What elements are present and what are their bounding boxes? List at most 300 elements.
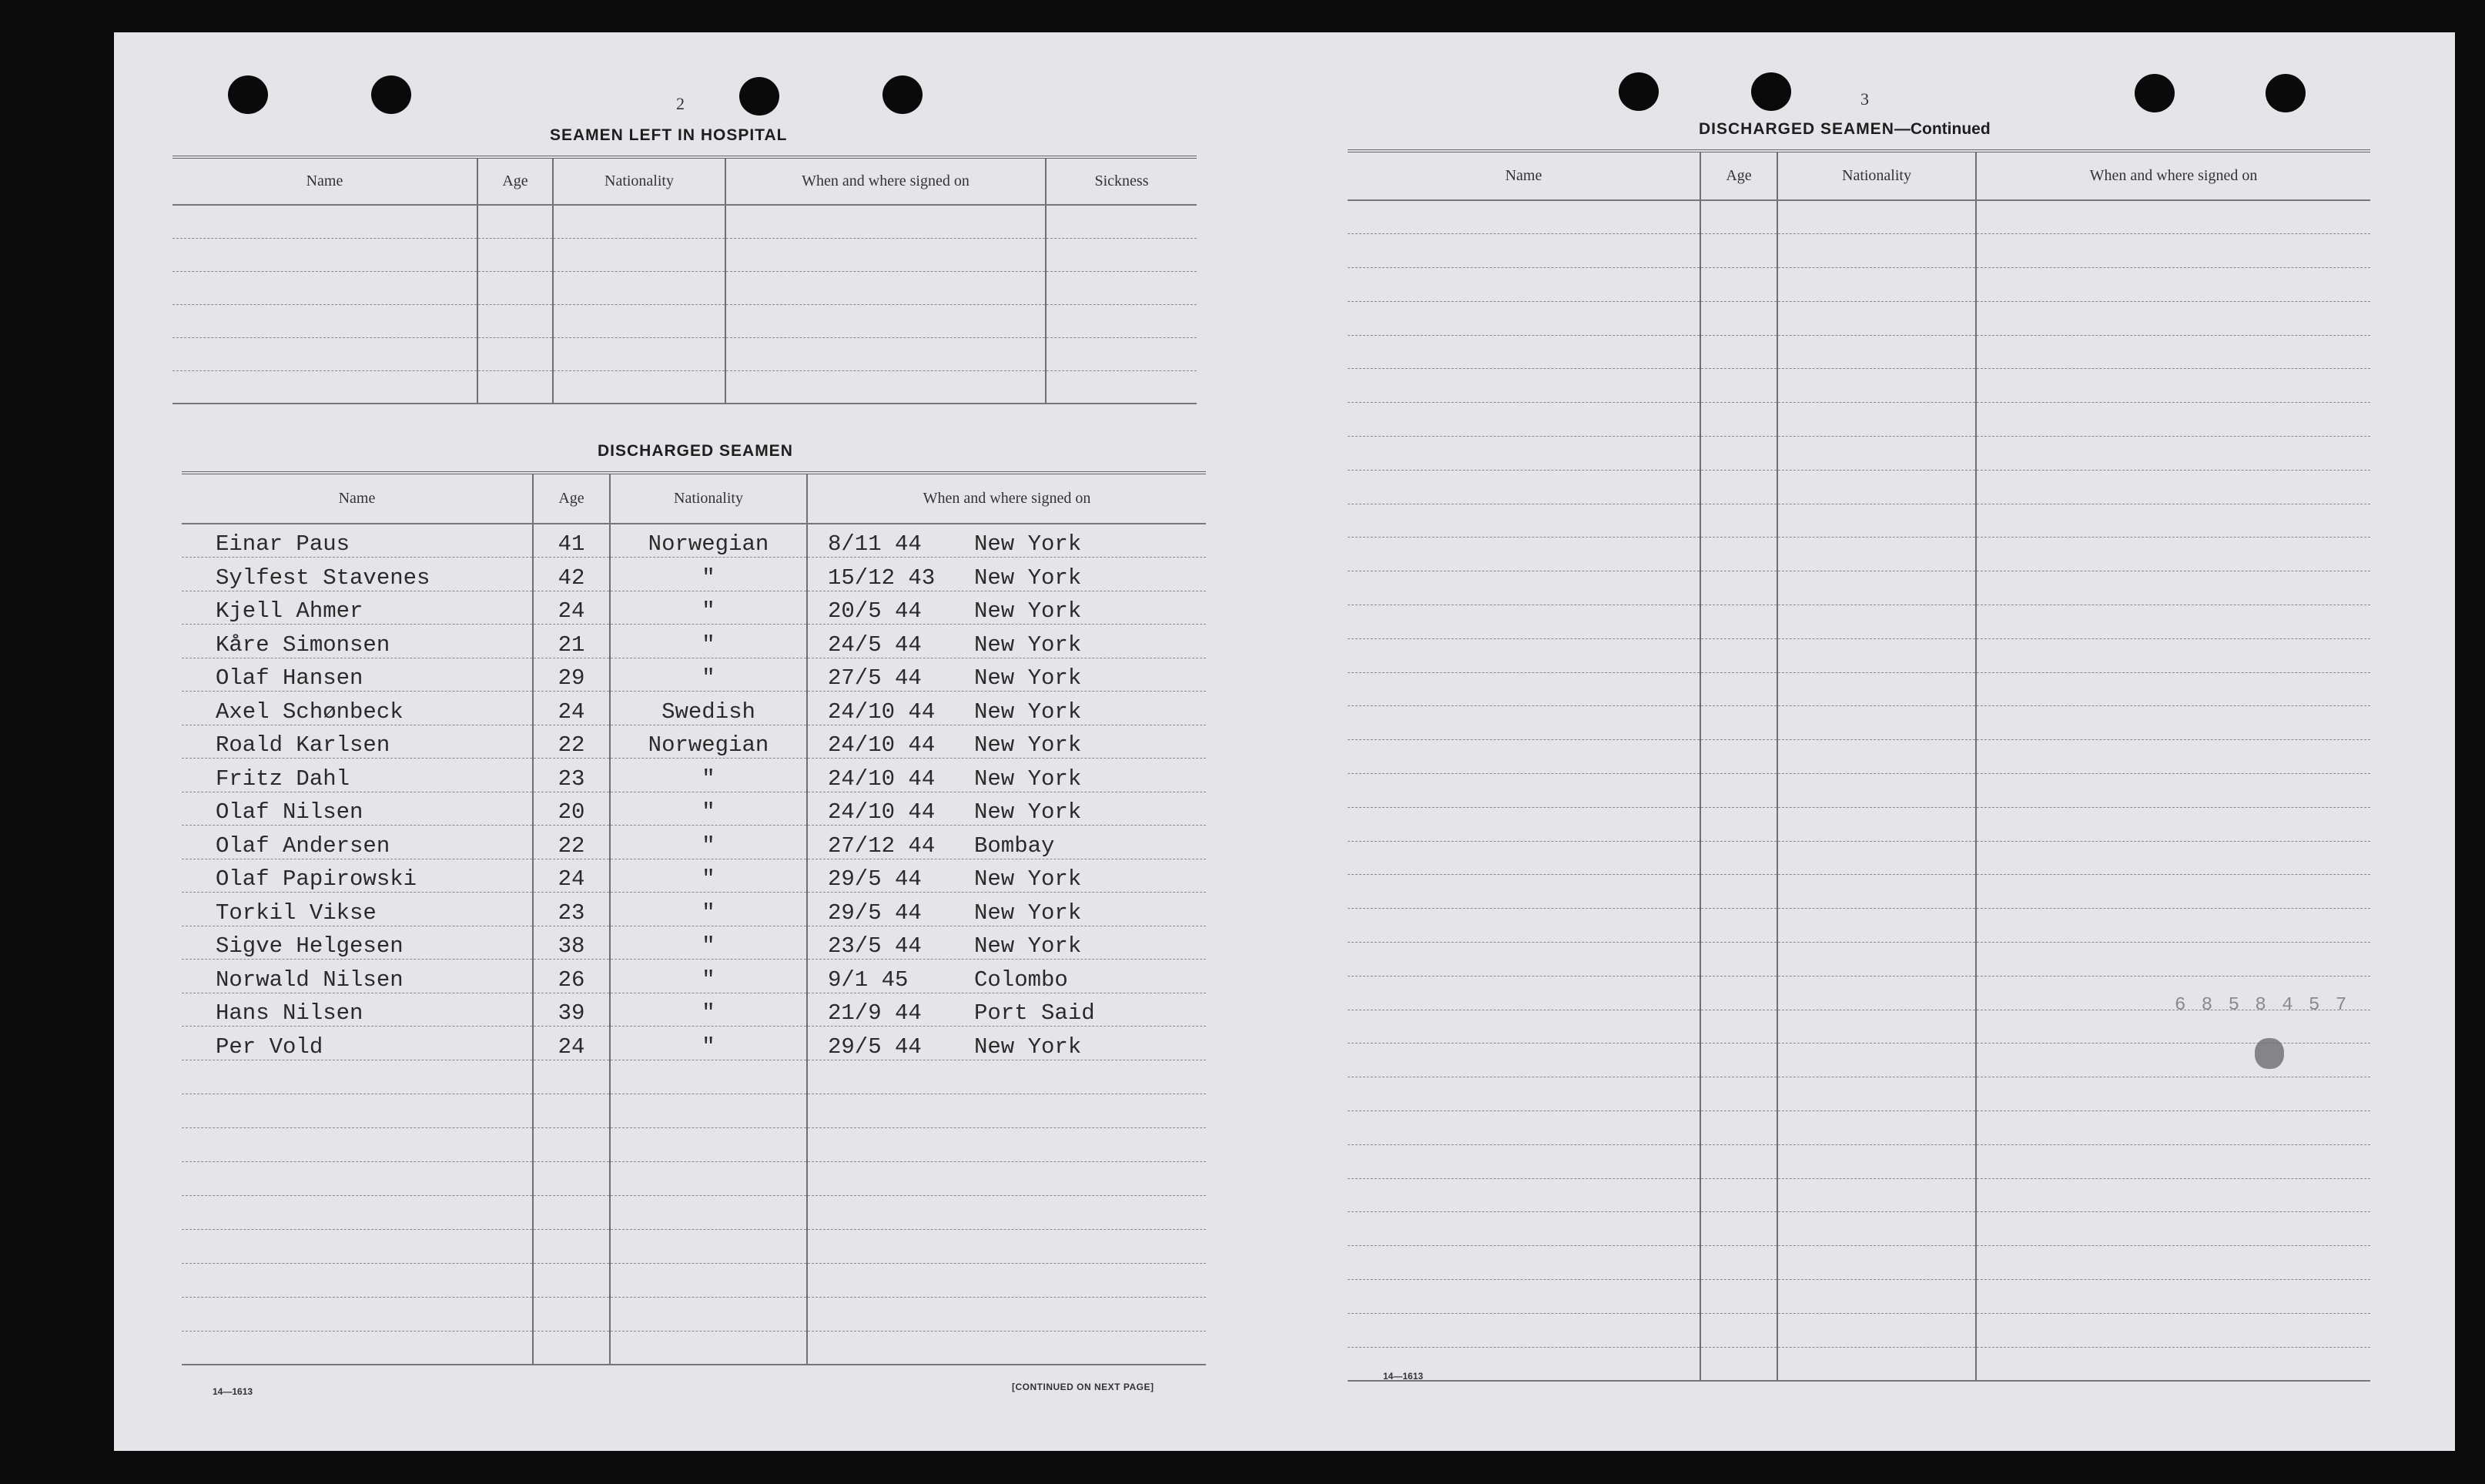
blank-cell <box>1777 1347 1976 1381</box>
blank-cell <box>1700 1111 1777 1145</box>
blank-row <box>182 1229 1206 1263</box>
blank-cell <box>533 1094 610 1127</box>
blank-cell <box>1976 1246 2370 1280</box>
form-number-left: 14—1613 <box>213 1386 253 1397</box>
blank-cell <box>1348 1280 1700 1314</box>
seaman-signed-on <box>807 692 1206 725</box>
blank-cell <box>1348 470 1700 504</box>
seaman-nationality: " <box>610 759 807 792</box>
blank-cell <box>1348 1010 1700 1043</box>
blank-cell <box>477 304 553 337</box>
signed-on-date: 9/1 45 <box>828 966 909 993</box>
blank-row <box>1348 437 2370 471</box>
blank-cell <box>725 370 1046 404</box>
signed-on-date: 24/10 44 <box>828 765 936 792</box>
blank-cell <box>1777 638 1976 672</box>
blank-cell <box>1348 1212 1700 1246</box>
signed-on-date: 24/10 44 <box>828 732 936 758</box>
signed-on-place: New York <box>974 564 1082 591</box>
page-number-right: 3 <box>1860 89 1869 109</box>
seaman-row <box>182 859 1206 893</box>
continued-seamen-table <box>1348 149 2370 1382</box>
blank-row <box>1348 875 2370 909</box>
blank-cell <box>1700 672 1777 706</box>
seaman-age: 39 <box>533 993 610 1027</box>
blank-cell <box>1777 605 1976 639</box>
seaman-signed-on <box>807 591 1206 625</box>
blank-cell <box>1777 234 1976 268</box>
seaman-name: Hans Nilsen <box>182 993 533 1027</box>
seaman-row <box>182 960 1206 993</box>
blank-cell <box>477 370 553 404</box>
blank-cell <box>1976 437 2370 471</box>
punch-hole <box>228 75 268 114</box>
seaman-signed-on <box>807 859 1206 893</box>
blank-cell <box>1348 571 1700 605</box>
seaman-signed-on <box>807 725 1206 759</box>
seaman-signed-on <box>807 658 1206 692</box>
blank-cell <box>553 271 725 304</box>
blank-cell <box>1700 301 1777 335</box>
blank-cell <box>1777 740 1976 774</box>
blank-row <box>1348 538 2370 571</box>
blank-row <box>1348 807 2370 841</box>
blank-cell <box>1976 1212 2370 1246</box>
page-number-left: 2 <box>676 94 685 113</box>
seaman-nationality: " <box>610 960 807 993</box>
blank-row <box>172 205 1197 238</box>
blank-cell <box>1700 774 1777 808</box>
blank-cell <box>1976 335 2370 369</box>
seaman-name: Kåre Simonsen <box>182 625 533 658</box>
blank-cell <box>1976 470 2370 504</box>
blank-cell <box>1348 200 1700 234</box>
seaman-age: 23 <box>533 759 610 792</box>
signed-on-date: 24/5 44 <box>828 631 922 658</box>
blank-row <box>1348 1178 2370 1212</box>
blank-cell <box>477 238 553 271</box>
blank-row <box>1348 1043 2370 1077</box>
blank-cell <box>1777 1144 1976 1178</box>
column-header-name: Name <box>182 473 533 524</box>
blank-cell <box>1976 504 2370 538</box>
blank-cell <box>1348 807 1700 841</box>
seaman-age: 26 <box>533 960 610 993</box>
seaman-age: 24 <box>533 692 610 725</box>
blank-cell <box>610 1060 807 1094</box>
blank-row <box>172 271 1197 304</box>
blank-row <box>1348 571 2370 605</box>
blank-cell <box>1976 672 2370 706</box>
blank-cell <box>610 1094 807 1127</box>
column-header-nationality: Nationality <box>610 473 807 524</box>
blank-cell <box>1700 1347 1777 1381</box>
blank-cell <box>1976 1144 2370 1178</box>
seaman-nationality: " <box>610 591 807 625</box>
blank-cell <box>1777 369 1976 403</box>
blank-row <box>172 370 1197 404</box>
seaman-age: 24 <box>533 1027 610 1060</box>
blank-row <box>1348 234 2370 268</box>
blank-cell <box>1046 370 1197 404</box>
signed-on-date: 29/5 44 <box>828 866 922 892</box>
blank-cell <box>725 337 1046 370</box>
blank-cell <box>1777 841 1976 875</box>
blank-cell <box>1777 1280 1976 1314</box>
blank-row <box>1348 774 2370 808</box>
seaman-name: Torkil Vikse <box>182 893 533 926</box>
blank-cell <box>1976 538 2370 571</box>
blank-cell <box>1700 740 1777 774</box>
blank-cell <box>553 238 725 271</box>
blank-row <box>182 1263 1206 1297</box>
blank-row <box>1348 909 2370 943</box>
seaman-age: 20 <box>533 792 610 826</box>
blank-cell <box>1976 740 2370 774</box>
seaman-row <box>182 658 1206 692</box>
blank-cell <box>1348 875 1700 909</box>
blank-row <box>172 337 1197 370</box>
blank-cell <box>725 271 1046 304</box>
seaman-row <box>182 558 1206 591</box>
blank-row <box>1348 943 2370 976</box>
seaman-age: 38 <box>533 926 610 960</box>
continued-title-suffix: —Continued <box>1894 120 1991 138</box>
column-header-signed-on: When and where signed on <box>725 157 1046 205</box>
signed-on-place: New York <box>974 866 1082 892</box>
seaman-nationality: Swedish <box>610 692 807 725</box>
blank-cell <box>172 205 477 238</box>
blank-cell <box>1348 1246 1700 1280</box>
blank-row <box>182 1331 1206 1365</box>
blank-cell <box>1777 976 1976 1010</box>
blank-cell <box>1700 1212 1777 1246</box>
seaman-name: Olaf Hansen <box>182 658 533 692</box>
continued-title-main: DISCHARGED SEAMEN <box>1699 120 1894 138</box>
blank-row <box>1348 335 2370 369</box>
signed-on-date: 15/12 43 <box>828 564 936 591</box>
blank-cell <box>1046 205 1197 238</box>
blank-cell <box>1348 774 1700 808</box>
blank-cell <box>1348 1043 1700 1077</box>
blank-cell <box>1348 268 1700 302</box>
blank-cell <box>172 370 477 404</box>
blank-cell <box>1700 335 1777 369</box>
blank-cell <box>533 1229 610 1263</box>
seaman-name: Sigve Helgesen <box>182 926 533 960</box>
seaman-age: 41 <box>533 524 610 558</box>
blank-cell <box>807 1331 1206 1365</box>
blank-cell <box>1700 1313 1777 1347</box>
seaman-row <box>182 625 1206 658</box>
blank-cell <box>182 1161 533 1195</box>
seaman-name: Olaf Papirowski <box>182 859 533 893</box>
signed-on-date: 27/12 44 <box>828 832 936 859</box>
blank-cell <box>1777 1111 1976 1145</box>
seaman-signed-on <box>807 792 1206 826</box>
seaman-age: 29 <box>533 658 610 692</box>
blank-cell <box>1700 638 1777 672</box>
seaman-age: 24 <box>533 859 610 893</box>
blank-row <box>1348 1144 2370 1178</box>
blank-cell <box>553 304 725 337</box>
punch-hole <box>2266 74 2306 112</box>
blank-cell <box>1348 301 1700 335</box>
blank-cell <box>1700 976 1777 1010</box>
blank-row <box>182 1060 1206 1094</box>
blank-cell <box>1046 271 1197 304</box>
seaman-nationality: " <box>610 625 807 658</box>
blank-cell <box>1348 1313 1700 1347</box>
blank-cell <box>1046 337 1197 370</box>
blank-cell <box>1777 1077 1976 1111</box>
blank-row <box>182 1094 1206 1127</box>
signed-on-place: New York <box>974 899 1082 926</box>
blank-row <box>182 1195 1206 1229</box>
blank-cell <box>1976 807 2370 841</box>
blank-cell <box>1976 909 2370 943</box>
blank-cell <box>610 1127 807 1161</box>
seaman-nationality: " <box>610 993 807 1027</box>
blank-cell <box>1976 1347 2370 1381</box>
seaman-row <box>182 826 1206 859</box>
blank-cell <box>1976 571 2370 605</box>
continued-section-title <box>1699 120 1991 139</box>
blank-row <box>1348 672 2370 706</box>
seaman-name: Per Vold <box>182 1027 533 1060</box>
column-header-name: Name <box>1348 151 1700 200</box>
blank-row <box>1348 1246 2370 1280</box>
seaman-nationality: Norwegian <box>610 725 807 759</box>
column-header-nationality: Nationality <box>553 157 725 205</box>
blank-row <box>1348 301 2370 335</box>
signed-on-place: New York <box>974 1033 1082 1060</box>
blank-cell <box>182 1094 533 1127</box>
blank-row <box>1348 504 2370 538</box>
blank-row <box>1348 268 2370 302</box>
discharged-section-title: DISCHARGED SEAMEN <box>598 442 793 460</box>
signed-on-place: New York <box>974 598 1082 624</box>
seaman-name: Norwald Nilsen <box>182 960 533 993</box>
seaman-signed-on <box>807 993 1206 1027</box>
blank-cell <box>1976 706 2370 740</box>
punch-hole <box>1619 72 1659 111</box>
signed-on-date: 27/5 44 <box>828 665 922 691</box>
blank-cell <box>1700 1010 1777 1043</box>
blank-cell <box>1348 740 1700 774</box>
signed-on-date: 29/5 44 <box>828 899 922 926</box>
blank-cell <box>533 1161 610 1195</box>
blank-cell <box>1976 301 2370 335</box>
seaman-signed-on <box>807 926 1206 960</box>
seaman-row <box>182 524 1206 558</box>
hospital-table <box>172 156 1197 404</box>
blank-cell <box>1976 875 2370 909</box>
blank-row <box>1348 706 2370 740</box>
blank-row <box>1348 369 2370 403</box>
blank-cell <box>1700 909 1777 943</box>
blank-cell <box>1348 909 1700 943</box>
blank-row <box>1348 1347 2370 1381</box>
seaman-name: Sylfest Stavenes <box>182 558 533 591</box>
blank-cell <box>1348 943 1700 976</box>
seaman-row <box>182 993 1206 1027</box>
blank-cell <box>1348 1144 1700 1178</box>
blank-cell <box>553 205 725 238</box>
blank-cell <box>1700 234 1777 268</box>
seaman-row <box>182 759 1206 792</box>
blank-cell <box>1700 1280 1777 1314</box>
blank-cell <box>725 238 1046 271</box>
blank-cell <box>1777 875 1976 909</box>
blank-cell <box>1700 1246 1777 1280</box>
blank-cell <box>1976 774 2370 808</box>
seaman-row <box>182 725 1206 759</box>
ink-smudge <box>2255 1038 2284 1069</box>
signed-on-place: New York <box>974 631 1082 658</box>
blank-cell <box>1777 672 1976 706</box>
blank-cell <box>807 1127 1206 1161</box>
blank-row <box>172 304 1197 337</box>
blank-cell <box>1777 335 1976 369</box>
blank-cell <box>807 1195 1206 1229</box>
seaman-row <box>182 692 1206 725</box>
seaman-signed-on <box>807 625 1206 658</box>
blank-row <box>1348 1313 2370 1347</box>
blank-cell <box>1777 504 1976 538</box>
blank-row <box>1348 200 2370 234</box>
blank-row <box>1348 638 2370 672</box>
blank-cell <box>610 1229 807 1263</box>
blank-cell <box>1976 1043 2370 1077</box>
seaman-nationality: " <box>610 1027 807 1060</box>
blank-cell <box>1777 470 1976 504</box>
blank-cell <box>1976 1111 2370 1145</box>
signed-on-date: 20/5 44 <box>828 598 922 624</box>
signed-on-place: New York <box>974 799 1082 825</box>
blank-cell <box>1348 638 1700 672</box>
blank-cell <box>1777 909 1976 943</box>
blank-cell <box>610 1297 807 1331</box>
blank-cell <box>533 1060 610 1094</box>
blank-cell <box>1777 538 1976 571</box>
column-header-name: Name <box>172 157 477 205</box>
blank-cell <box>172 238 477 271</box>
blank-cell <box>1976 369 2370 403</box>
blank-cell <box>1348 369 1700 403</box>
blank-cell <box>1777 1212 1976 1246</box>
column-header-signed-on: When and where signed on <box>1976 151 2370 200</box>
blank-cell <box>807 1161 1206 1195</box>
blank-cell <box>1700 200 1777 234</box>
column-header-nationality: Nationality <box>1777 151 1976 200</box>
blank-cell <box>1976 1077 2370 1111</box>
blank-cell <box>610 1195 807 1229</box>
signed-on-place: New York <box>974 698 1082 725</box>
seaman-nationality: " <box>610 859 807 893</box>
blank-cell <box>1777 1178 1976 1212</box>
blank-cell <box>533 1331 610 1365</box>
seaman-age: 24 <box>533 591 610 625</box>
blank-cell <box>1700 403 1777 437</box>
blank-cell <box>1700 538 1777 571</box>
blank-cell <box>1700 1178 1777 1212</box>
blank-cell <box>1348 605 1700 639</box>
blank-cell <box>807 1263 1206 1297</box>
blank-row <box>172 238 1197 271</box>
seaman-nationality: " <box>610 893 807 926</box>
seaman-name: Olaf Nilsen <box>182 792 533 826</box>
blank-cell <box>1777 1043 1976 1077</box>
blank-row <box>1348 605 2370 639</box>
signed-on-date: 23/5 44 <box>828 933 922 959</box>
blank-cell <box>1976 234 2370 268</box>
blank-cell <box>1700 706 1777 740</box>
blank-cell <box>1777 403 1976 437</box>
blank-cell <box>1046 238 1197 271</box>
seaman-age: 22 <box>533 826 610 859</box>
blank-cell <box>1777 943 1976 976</box>
blank-cell <box>807 1297 1206 1331</box>
blank-cell <box>1700 571 1777 605</box>
blank-row <box>1348 403 2370 437</box>
blank-cell <box>610 1161 807 1195</box>
signed-on-place: Port Said <box>974 1000 1095 1026</box>
blank-cell <box>1976 943 2370 976</box>
seaman-name: Roald Karlsen <box>182 725 533 759</box>
signed-on-place: New York <box>974 665 1082 691</box>
seaman-age: 22 <box>533 725 610 759</box>
punch-hole <box>371 75 411 114</box>
signed-on-place: New York <box>974 732 1082 758</box>
signed-on-date: 24/10 44 <box>828 799 936 825</box>
blank-row <box>1348 1077 2370 1111</box>
column-header-sickness: Sickness <box>1046 157 1197 205</box>
blank-row <box>1348 1111 2370 1145</box>
seaman-signed-on <box>807 759 1206 792</box>
seaman-signed-on <box>807 826 1206 859</box>
signed-on-date: 29/5 44 <box>828 1033 922 1060</box>
blank-cell <box>1700 807 1777 841</box>
blank-cell <box>182 1195 533 1229</box>
blank-cell <box>1777 200 1976 234</box>
seaman-name: Olaf Andersen <box>182 826 533 859</box>
blank-cell <box>1348 538 1700 571</box>
blank-cell <box>1348 234 1700 268</box>
blank-row <box>182 1161 1206 1195</box>
column-header-age: Age <box>477 157 553 205</box>
blank-cell <box>1777 774 1976 808</box>
seaman-signed-on <box>807 960 1206 993</box>
seaman-age: 21 <box>533 625 610 658</box>
blank-cell <box>1700 437 1777 471</box>
blank-row <box>1348 470 2370 504</box>
blank-cell <box>1777 1313 1976 1347</box>
blank-cell <box>1976 268 2370 302</box>
blank-cell <box>182 1331 533 1365</box>
blank-cell <box>1348 403 1700 437</box>
blank-row <box>1348 841 2370 875</box>
punch-hole <box>1751 72 1791 111</box>
blank-cell <box>533 1195 610 1229</box>
seaman-nationality: " <box>610 658 807 692</box>
seaman-row <box>182 591 1206 625</box>
blank-cell <box>477 205 553 238</box>
blank-cell <box>533 1263 610 1297</box>
seaman-nationality: " <box>610 558 807 591</box>
blank-cell <box>1976 403 2370 437</box>
scanned-document <box>114 32 2455 1451</box>
